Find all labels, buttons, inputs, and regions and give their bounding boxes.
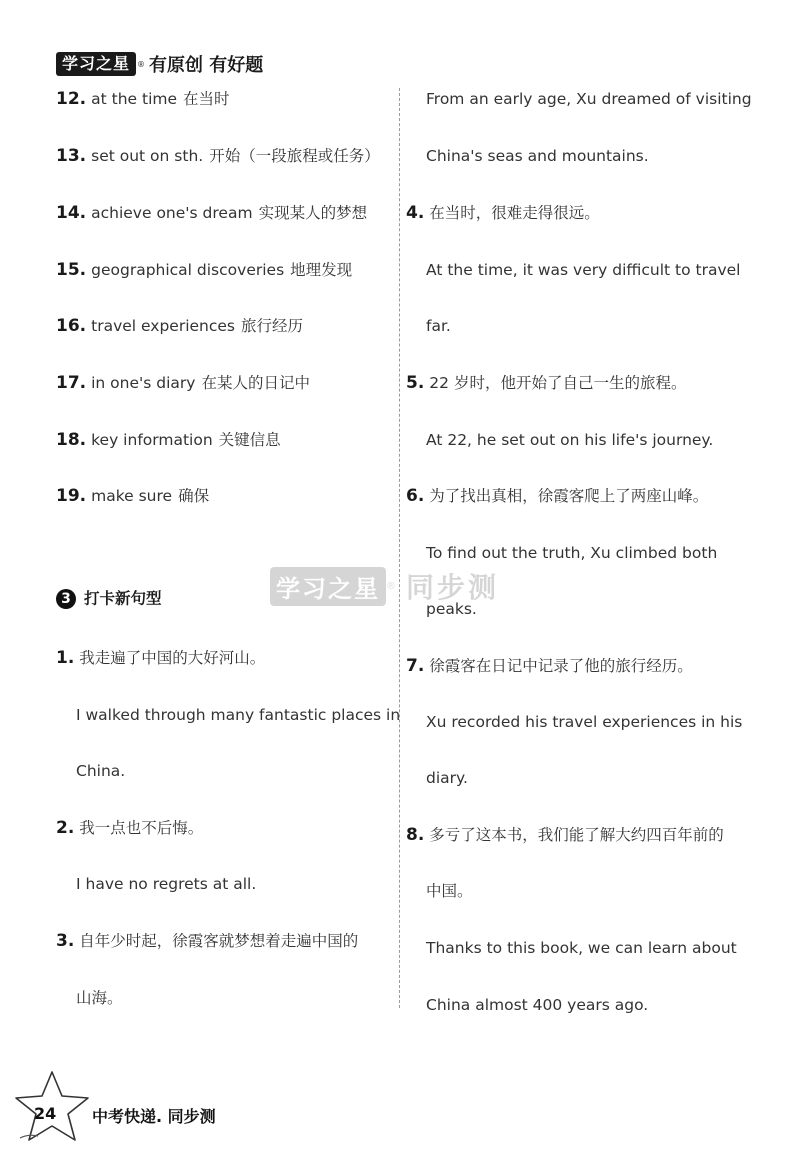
section-heading: [56, 587, 162, 610]
page-footer: [12, 1068, 272, 1138]
vocab-item: 14. achieve one's dream 实现某人的梦想: [56, 203, 368, 223]
sentence-chinese: 1. 我走遍了中国的大好河山。: [56, 648, 266, 668]
sentence-chinese: 8. 多亏了这本书，我们能了解大约四百年前的: [406, 825, 724, 845]
sentence-english: I have no regrets at all.: [76, 875, 257, 893]
vocab-item: 12. at the time 在当时: [56, 89, 230, 109]
sentence-chinese: 5. 22 岁时，他开始了自己一生的旅程。: [406, 373, 687, 393]
sentence-chinese: 4. 在当时，很难走得很远。: [406, 203, 600, 223]
column-divider: [399, 88, 400, 1008]
sentence-english: I walked through many fantastic places in: [76, 706, 401, 724]
sentence-english: At the time, it was very difficult to travel: [426, 261, 741, 279]
vocab-item: 16. travel experiences 旅行经历: [56, 316, 304, 336]
sentence-english: At 22, he set out on his life's journey.: [426, 431, 714, 449]
star-icon: [12, 1068, 102, 1148]
sentence-english: From an early age, Xu dreamed of visiting: [426, 90, 752, 108]
watermark-text: 同步测: [406, 571, 500, 604]
sentence-english: China's seas and mountains.: [426, 147, 649, 165]
registered-mark: ®: [137, 59, 146, 69]
brand-logo: 学习之星: [56, 52, 136, 76]
sentence-english: Xu recorded his travel experiences in his: [426, 713, 743, 731]
sentence-chinese: 山海。: [76, 989, 123, 1007]
sentence-chinese: 6. 为了找出真相，徐霞客爬上了两座山峰。: [406, 486, 709, 506]
vocab-item: 13. set out on sth. 开始（一段旅程或任务）: [56, 146, 380, 166]
sentence-english: diary.: [426, 769, 468, 787]
sentence-english: To find out the truth, Xu climbed both: [426, 544, 718, 562]
vocab-item: 19. make sure 确保: [56, 486, 210, 506]
sentence-chinese: 中国。: [426, 882, 473, 900]
watermark-logo: 学习之星: [270, 567, 386, 606]
page-header: [56, 50, 263, 78]
vocab-item: 18. key information 关键信息: [56, 430, 281, 450]
sentence-english: far.: [426, 317, 451, 335]
sentence-english: China.: [76, 762, 126, 780]
sentence-chinese: 2. 我一点也不后悔。: [56, 818, 204, 838]
sentence-english: peaks.: [426, 600, 477, 618]
sentence-chinese: 7. 徐霞客在日记中记录了他的旅行经历。: [406, 656, 693, 676]
header-tagline: 有原创 有好题: [149, 55, 264, 76]
footer-title: 中考快递. 同步测: [92, 1107, 216, 1126]
section-number-badge: 3: [56, 589, 76, 609]
watermark-reg: ®: [386, 580, 396, 592]
page-number: 24: [34, 1104, 57, 1123]
sentence-english: China almost 400 years ago.: [426, 996, 649, 1014]
sentence-english: Thanks to this book, we can learn about: [426, 939, 737, 957]
section-title: 打卡新句型: [84, 589, 162, 608]
sentence-chinese: 3. 自年少时起，徐霞客就梦想着走遍中国的: [56, 931, 359, 951]
vocab-item: 17. in one's diary 在某人的日记中: [56, 373, 310, 393]
vocab-item: 15. geographical discoveries 地理发现: [56, 260, 353, 280]
